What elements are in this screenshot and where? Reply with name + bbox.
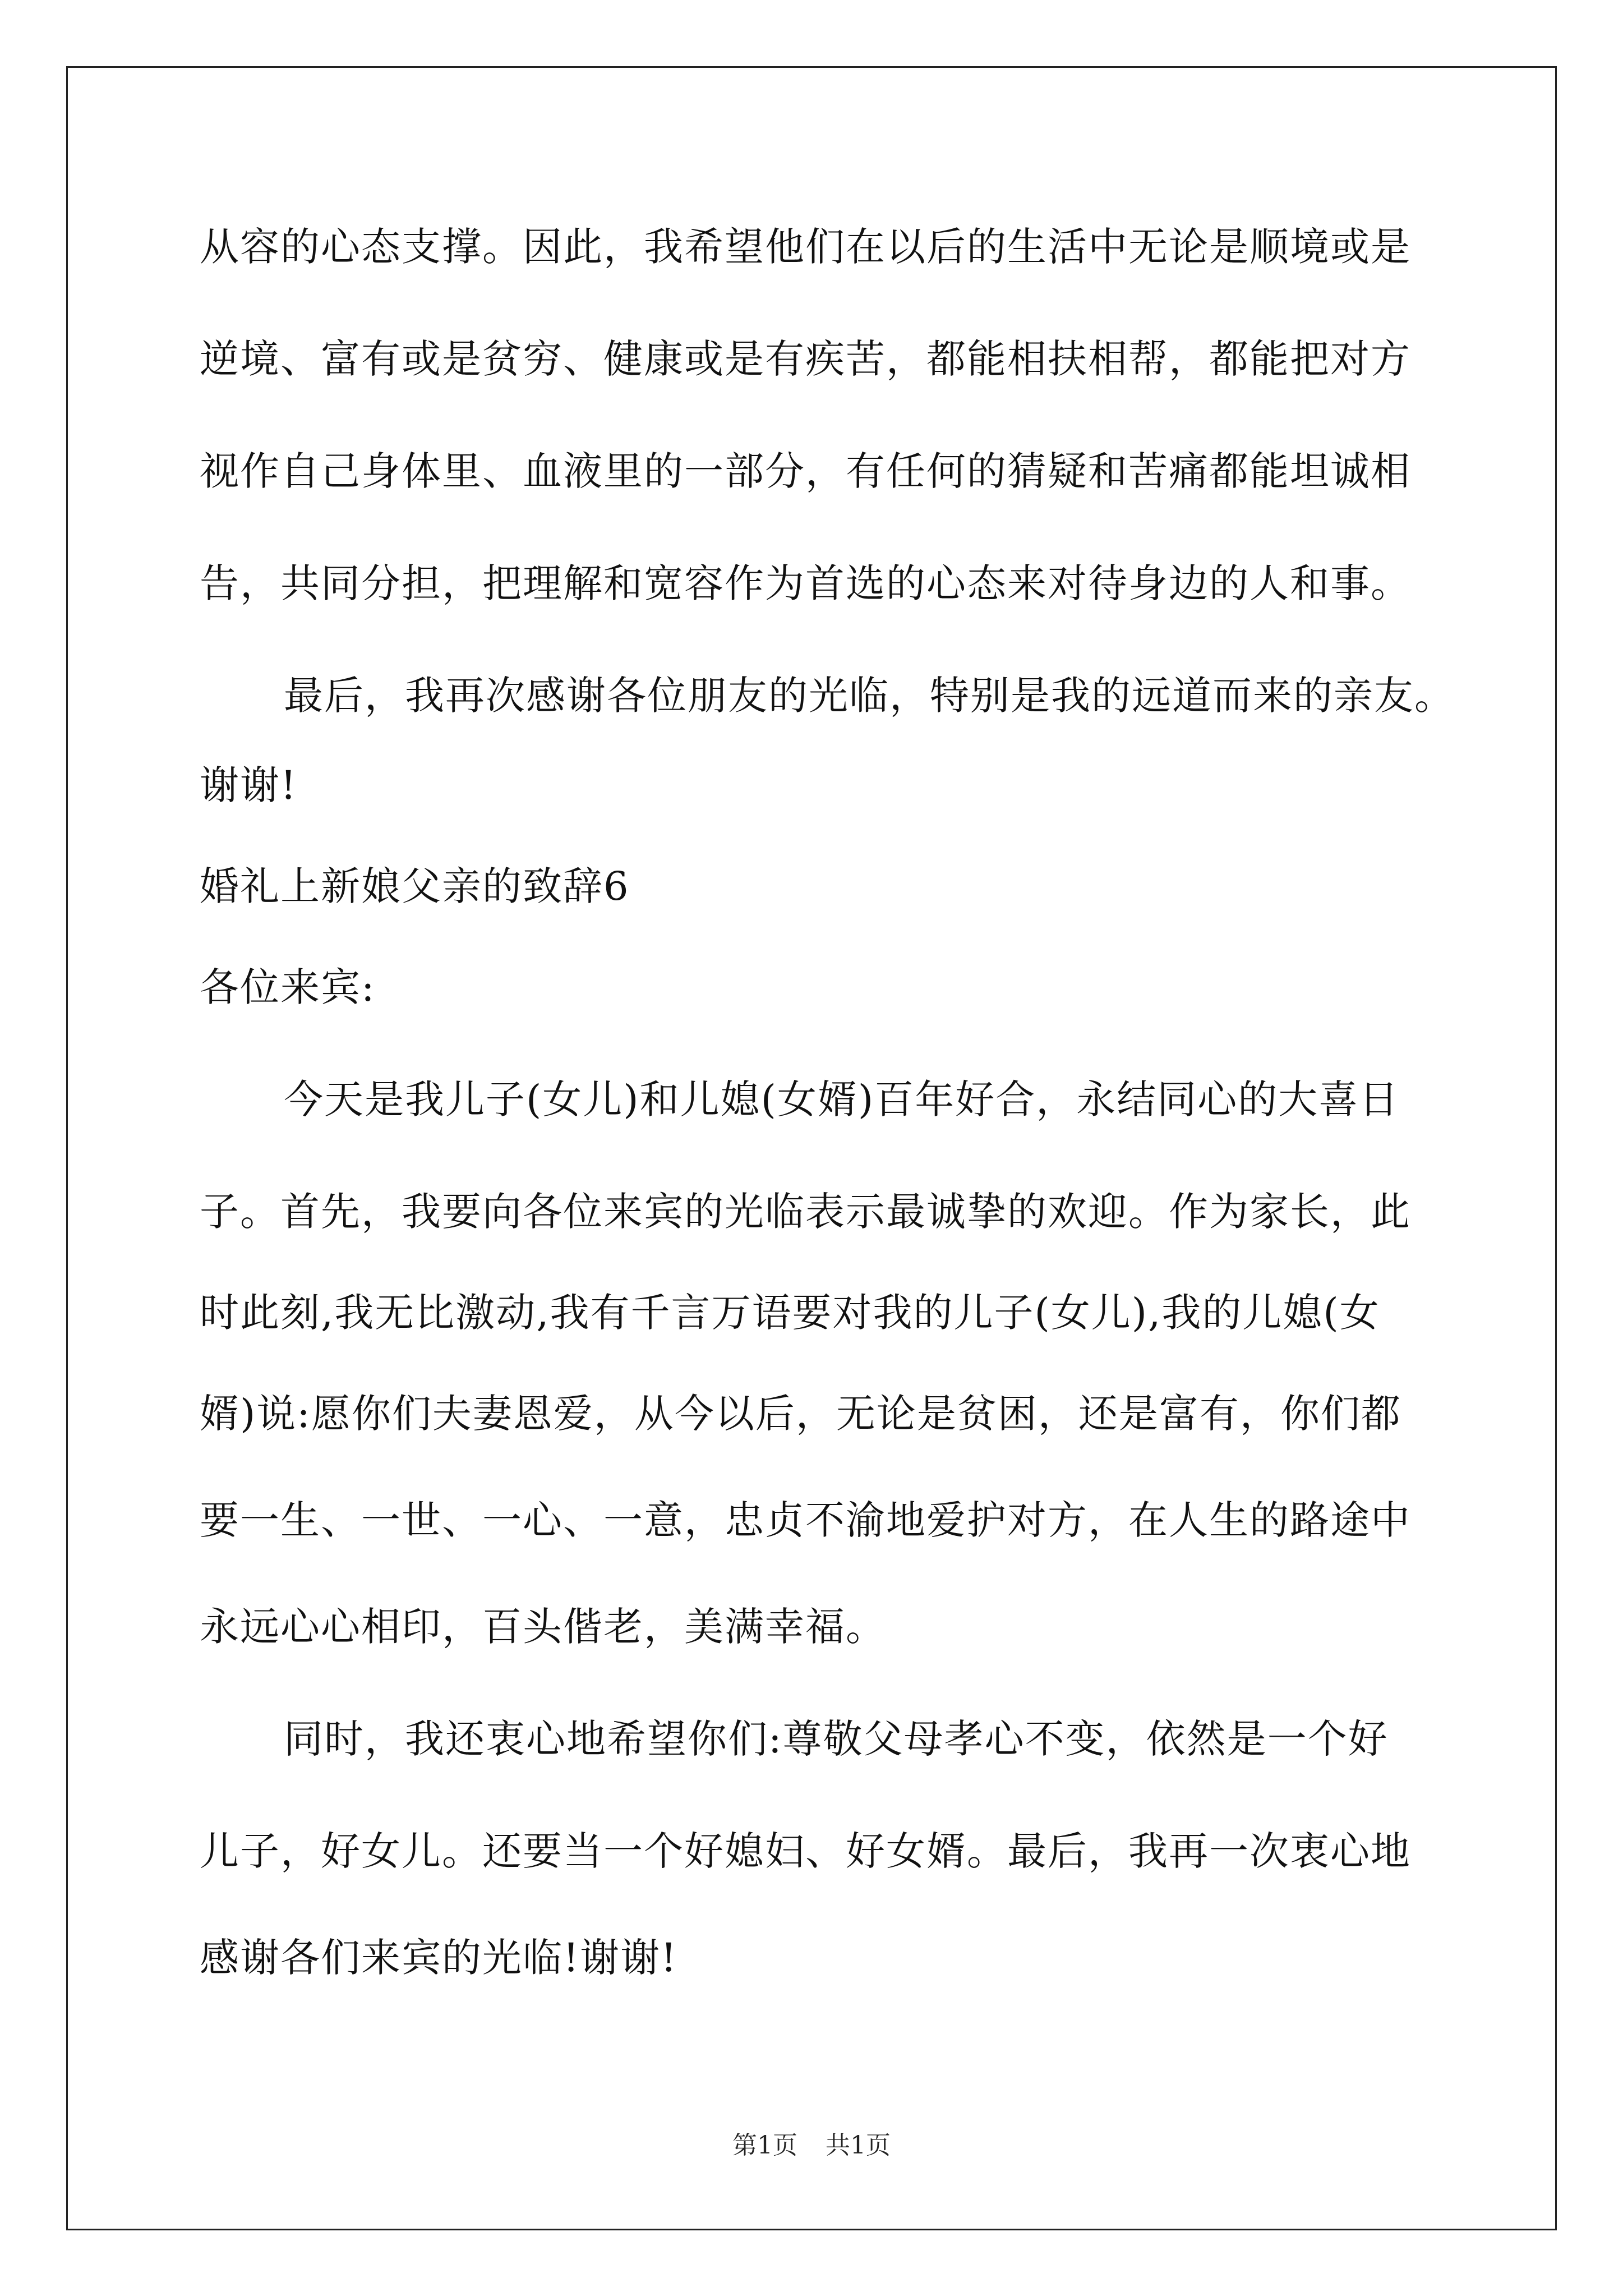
body-text-line: 同时，我还衷心地希望你们:尊敬父母孝心不变，依然是一个好 <box>284 1716 1389 1762</box>
body-text-line: 婿)说:愿你们夫妻恩爱，从今以后，无论是贫困，还是富有，你们都 <box>200 1391 1401 1437</box>
page-footer <box>0 2129 1623 2162</box>
body-text-line: 视作自己身体里、血液里的一部分，有任何的猜疑和苦痛都能坦诚相 <box>200 448 1411 494</box>
body-text-line: 最后，我再次感谢各位朋友的光临，特别是我的远道而来的亲友。 <box>284 673 1455 719</box>
page-total: 共1页 <box>826 2131 891 2160</box>
page-number: 第1页 <box>732 2131 797 2160</box>
salutation: 各位来宾: <box>200 964 376 1010</box>
body-text-line: 要一生、一世、一心、一意，忠贞不渝地爱护对方，在人生的路途中 <box>200 1497 1411 1543</box>
body-text-line: 告，共同分担，把理解和宽容作为首选的心态来对待身边的人和事。 <box>200 560 1411 606</box>
body-text-line: 儿子，好女儿。还要当一个好媳妇、好女婿。最后，我再一次衷心地 <box>200 1828 1411 1874</box>
body-text-line: 感谢各们来宾的光临!谢谢! <box>200 1935 678 1981</box>
body-text-line: 永远心心相印，百头偕老，美满幸福。 <box>200 1604 886 1650</box>
page-border <box>66 66 1557 2230</box>
body-text-line: 谢谢! <box>200 762 298 808</box>
body-text-line: 从容的心态支撑。因此，我希望他们在以后的生活中无论是顺境或是 <box>200 224 1411 270</box>
body-text-line: 今天是我儿子(女儿)和儿媳(女婿)百年好合，永结同心的大喜日 <box>284 1076 1400 1122</box>
body-text-line: 逆境、富有或是贫穷、健康或是有疾苦，都能相扶相帮，都能把对方 <box>200 336 1411 382</box>
section-heading: 婚礼上新娘父亲的致辞6 <box>200 863 630 909</box>
body-text-line: 子。首先，我要向各位来宾的光临表示最诚挚的欢迎。作为家长，此 <box>200 1189 1411 1235</box>
body-text-line: 时此刻,我无比激动,我有千言万语要对我的儿子(女儿),我的儿媳(女 <box>200 1290 1380 1336</box>
